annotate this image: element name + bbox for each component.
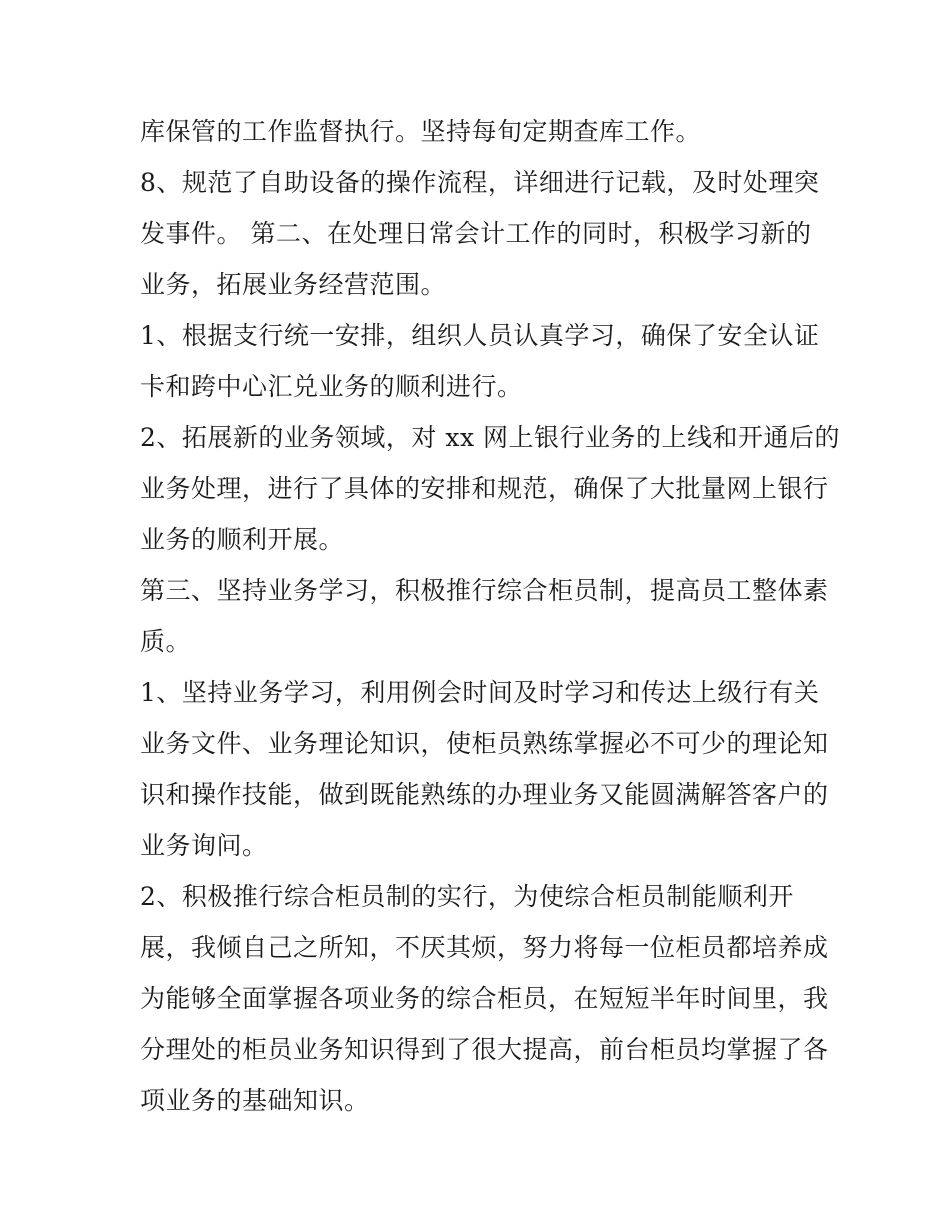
text-line: 业务文件、业务理论知识，使柜员熟练掌握必不可少的理论知 bbox=[140, 729, 829, 758]
text-line: 2、拓展新的业务领域，对 xx 网上银行业务的上线和开通后的 bbox=[140, 423, 840, 452]
text-line: 业务，拓展业务经营范围。 bbox=[140, 270, 447, 299]
text-line: 库保管的工作监督执行。坚持每旬定期查库工作。 bbox=[140, 117, 702, 146]
text-line: 项业务的基础知识。 bbox=[140, 1086, 370, 1115]
text-line: 第三、坚持业务学习，积极推行综合柜员制，提高员工整体素 bbox=[140, 576, 829, 605]
text-line: 2、积极推行综合柜员制的实行，为使综合柜员制能顺利开 bbox=[140, 882, 794, 911]
text-line: 业务处理，进行了具体的安排和规范，确保了大批量网上银行 bbox=[140, 474, 829, 503]
text-line: 质。 bbox=[140, 627, 192, 656]
text-line: 为能够全面掌握各项业务的综合柜员，在短短半年时间里，我 bbox=[140, 984, 829, 1013]
text-line: 业务询问。 bbox=[140, 831, 268, 860]
text-line: 卡和跨中心汇兑业务的顺利进行。 bbox=[140, 372, 523, 401]
text-line: 8、规范了自助设备的操作流程，详细进行记载，及时处理突 bbox=[140, 168, 820, 197]
text-line: 分理处的柜员业务知识得到了很大提高，前台柜员均掌握了各 bbox=[140, 1035, 829, 1064]
text-line: 1、坚持业务学习，利用例会时间及时学习和传达上级行有关 bbox=[140, 678, 820, 707]
text-line: 识和操作技能，做到既能熟练的办理业务又能圆满解答客户的 bbox=[140, 780, 829, 809]
text-line: 1、根据支行统一安排，组织人员认真学习，确保了安全认证 bbox=[140, 321, 820, 350]
text-line: 展，我倾自己之所知，不厌其烦，努力将每一位柜员都培养成 bbox=[140, 933, 829, 962]
body-text bbox=[140, 106, 840, 1126]
text-line: 发事件。 第二、在处理日常会计工作的同时，积极学习新的 bbox=[140, 219, 812, 248]
text-line: 业务的顺利开展。 bbox=[140, 525, 345, 554]
